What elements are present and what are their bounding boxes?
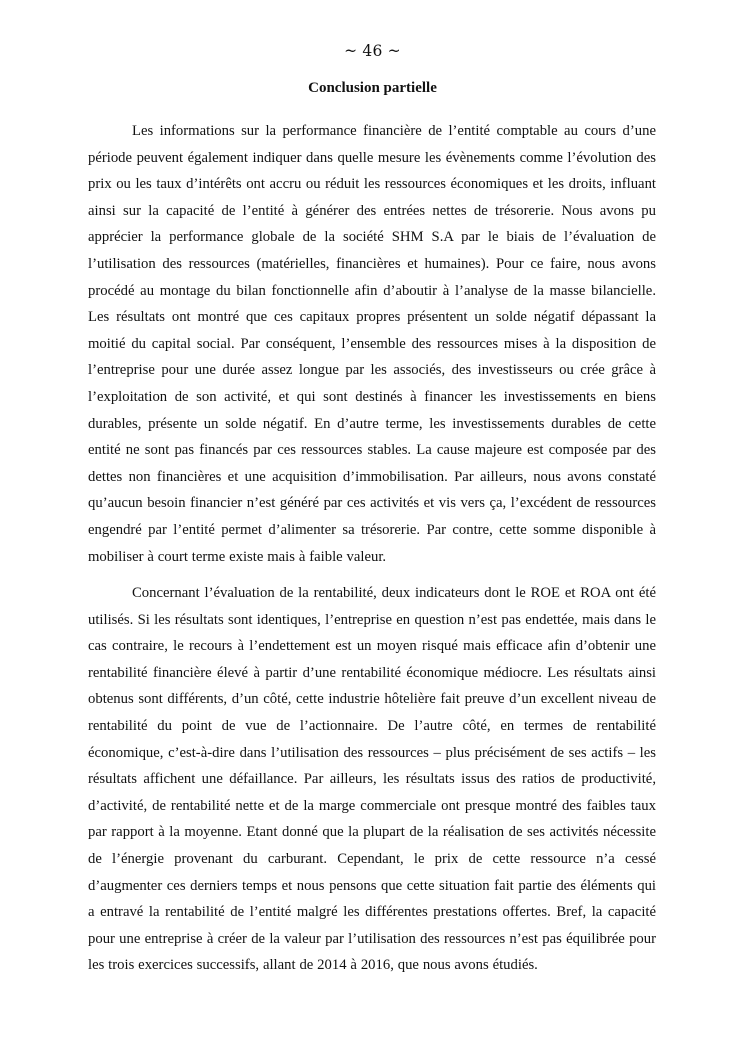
- page-number: ~ 46 ~: [344, 42, 401, 60]
- section-title: Conclusion partielle: [308, 80, 437, 96]
- paragraph-performance: Les informations sur la performance financière de l’entité comptable au cours d’une période peuvent également indiquer dans quelle mesure les évènements comme l’évolution des prix ou les taux d’intérêts ont accru ou réduit les ressources économiques et les droits, influant ainsi sur la capacité de l’entité à générer des entrées nettes de trésorerie. Nous avons pu apprécier la performance globale de la société SHM S.A par le biais de l’évaluation de l’utilisation des ressources (matérielles, financières et humaines). Pour ce faire, nous avons procédé au montage du bilan fonctionnelle afin d’aboutir à l’analyse de la masse bilancielle. Les résultats ont montré que ces capitaux propres présentent un solde négatif dépassant la moitié du capital social. Par conséquent, l’ensemble des ressources mises à la disposition de l’entreprise pour une durée assez longue par les associés, des investisseurs ou crée grâce à l’exploitation de son activité, et qui sont destinés à financer les investissements en biens durables, présente un solde négatif. En d’autre terme, les investissements durables de cette entité ne sont pas financés par ces ressources stables. La cause majeure est composée par des dettes non financières et une acquisition d’immobilisation. Par ailleurs, nous avons constaté qu’aucun besoin financier n’est généré par ces activités et vis vers ça, l’excédent de ressources engendré par l’entité permet d’alimenter sa trésorerie. Par contre, cette somme disponible à mobiliser à court terme existe mais à faible valeur.: [88, 123, 656, 565]
- paragraph-rentabilite: Concernant l’évaluation de la rentabilité, deux indicateurs dont le ROE et ROA ont été utilisés. Si les résultats sont identiques, l’entreprise en question n’est pas endettée, mais dans le cas contraire, le recours à l’endettement est un moyen risqué mais efficace afin d’obtenir une rentabilité financière élevé à partir d’une rentabilité économique médiocre. Les résultats ainsi obtenus sont différents, d’un côté, cette industrie hôtelière fait preuve d’un excellent niveau de rentabilité du point de vue de l’actionnaire. De l’autre côté, en termes de rentabilité économique, c’est-à-dire dans l’utilisation des ressources – plus précisément de ses actifs – les résultats affichent une défaillance. Par ailleurs, les résultats issus des ratios de productivité, d’activité, de rentabilité nette et de la marge commerciale ont presque montré des faibles taux par rapport à la moyenne. Etant donné que la plupart de la réalisation de ses activités nécessite de l’énergie provenant du carburant. Cependant, le prix de cette ressource n’a cessé d’augmenter ces derniers temps et nous pensons que cette situation fait partie des éléments qui a entravé la rentabilité de l’entité malgré les différentes prestations offertes. Bref, la capacité pour une entreprise à créer de la valeur par l’utilisation des ressources n’est pas équilibrée pour les trois exercices successifs, allant de 2014 à 2016, que nous avons étudiés.: [88, 585, 656, 974]
- body-text: [88, 118, 656, 979]
